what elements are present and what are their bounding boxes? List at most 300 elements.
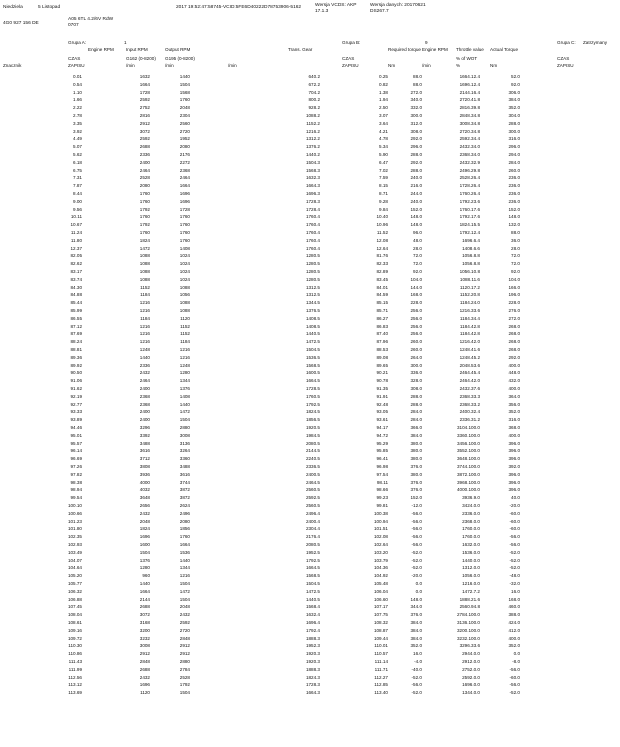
- cell-output-rpm: 2912: [179, 651, 190, 657]
- cell-actual-torque: 396.0: [508, 487, 520, 493]
- cell-time-b: 110.57: [374, 651, 388, 657]
- cell-output-rpm: 3616: [179, 471, 190, 477]
- table-row: [0, 292, 620, 299]
- cell-trans-value: 1504.5: [305, 581, 320, 586]
- cell-actual-torque: 268.0: [508, 331, 520, 337]
- table-row: [0, 269, 620, 276]
- cell-trans-value: 2400.5: [305, 471, 320, 477]
- cell-time-a: 85.99: [70, 308, 82, 313]
- cell-input-rpm: 2400: [139, 386, 150, 391]
- table-row: [0, 456, 620, 463]
- cell-required-torque: 228.0: [410, 300, 422, 306]
- table-row: [0, 324, 620, 331]
- cell-trans-value: 1312.5: [305, 292, 320, 298]
- cell-time-b: 1.94: [379, 97, 388, 103]
- cell-output-rpm: 2880: [179, 659, 190, 664]
- cell-time-b: 92.48: [376, 401, 388, 407]
- cell-engine-rpm-throttle: 2592.34.4: [459, 136, 480, 142]
- cell-trans-value: 1568.5: [305, 573, 320, 579]
- cell-trans-value: 1568.4: [305, 604, 320, 610]
- ecu-code: 0707: [68, 23, 79, 28]
- cell-actual-torque: 166.0: [508, 284, 520, 290]
- cell-input-rpm: 2912: [139, 651, 150, 657]
- cell-required-torque: 366.0: [410, 425, 422, 430]
- col-input-rpm: Input RPM: [126, 47, 148, 52]
- cell-actual-torque: 236.0: [508, 183, 520, 189]
- cell-required-torque: 380.0: [410, 448, 422, 454]
- cell-required-torque: 344.0: [410, 604, 422, 610]
- cell-input-rpm: 3616: [139, 448, 150, 454]
- cell-input-rpm: 1664: [139, 588, 150, 594]
- cell-engine-rpm-throttle: 1792.23.6: [459, 198, 480, 204]
- cell-required-torque: 244.0: [410, 191, 422, 196]
- cell-input-rpm: 3712: [139, 456, 150, 462]
- table-row: [0, 308, 620, 315]
- unit-input-rpm: /min: [126, 63, 135, 68]
- cell-time-a: 90.50: [70, 370, 82, 376]
- cell-engine-rpm-throttle: 1792.12.4: [459, 230, 480, 235]
- cell-time-b: 85.15: [376, 300, 388, 306]
- cell-input-rpm: 2464: [139, 167, 150, 173]
- cell-output-rpm: 1696: [179, 191, 190, 196]
- cell-output-rpm: 2720: [179, 627, 190, 633]
- cell-actual-torque: 28.0: [511, 245, 520, 251]
- cell-engine-rpm-throttle: 1792.17.6: [459, 214, 480, 220]
- cell-output-rpm: 1344: [179, 565, 190, 571]
- table-row: [0, 129, 620, 136]
- cell-actual-torque: 432.0: [508, 378, 520, 384]
- cell-actual-torque: 396.0: [508, 456, 520, 462]
- table-row: [0, 90, 620, 97]
- table-row: [0, 152, 620, 159]
- cell-trans-value: 672.2: [308, 81, 320, 87]
- col-actual-torque: Actual Torque: [490, 47, 519, 52]
- cell-time-a: 91.06: [70, 378, 82, 384]
- cell-time-a: 93.89: [70, 417, 82, 423]
- cell-input-rpm: 1280: [139, 565, 150, 571]
- table-row: [0, 238, 620, 245]
- cell-required-torque: 376.0: [410, 612, 422, 618]
- cell-time-b: 95.85: [376, 448, 388, 454]
- cell-required-torque: -56.0: [411, 682, 422, 688]
- cell-actual-torque: 368.0: [508, 425, 520, 430]
- cell-engine-rpm-throttle: 2720.34.8: [459, 128, 480, 134]
- cell-trans-value: 1440.5: [305, 596, 320, 602]
- cell-input-rpm: 2400: [139, 417, 150, 423]
- table-row: [0, 519, 620, 526]
- cell-time-b: 3.64: [379, 120, 388, 126]
- cell-engine-rpm-throttle: 1248.45.2: [459, 354, 480, 360]
- cell-time-b: 102.08: [373, 534, 388, 540]
- cell-required-torque: -52.0: [411, 557, 422, 563]
- cell-input-rpm: 3488: [139, 440, 150, 446]
- cell-actual-torque: 272.0: [508, 315, 520, 321]
- cell-output-rpm: 1760: [179, 237, 190, 243]
- cell-actual-torque: -52.0: [509, 557, 520, 563]
- cell-input-rpm: 2336: [139, 362, 150, 368]
- cell-actual-torque: 400.0: [508, 635, 520, 641]
- cell-trans-value: 1760.4: [305, 222, 320, 228]
- cell-required-torque: 260.0: [410, 339, 422, 345]
- cell-engine-rpm-throttle: 1056.10.8: [459, 269, 480, 274]
- cell-output-rpm: 3488: [179, 464, 190, 469]
- cell-required-torque: -4.0: [414, 659, 422, 664]
- cell-actual-torque: 72.0: [511, 253, 520, 259]
- cell-output-rpm: 2848: [179, 635, 190, 641]
- cell-time-b: 113.40: [374, 690, 388, 696]
- data-version-label: Wersja danych: 20170621: [370, 3, 426, 8]
- cell-time-a: 2.78: [73, 113, 82, 118]
- cell-required-torque: 384.0: [410, 432, 422, 438]
- cell-time-a: 95.57: [70, 440, 82, 446]
- cell-input-rpm: 1152: [140, 284, 150, 290]
- cell-engine-rpm-throttle: 1056.8.8: [462, 261, 480, 267]
- group-c-label: Grupa C:: [557, 40, 576, 45]
- cell-required-torque: 216.0: [410, 183, 422, 189]
- cell-time-b: 9.28: [379, 198, 388, 204]
- cell-required-torque: 16.0: [413, 651, 422, 657]
- cell-time-b: 103.79: [373, 557, 388, 563]
- cell-input-rpm: 1184: [140, 292, 150, 298]
- cell-required-torque: 308.0: [410, 128, 422, 134]
- cell-time-b: 87.40: [376, 331, 388, 337]
- cell-input-rpm: 1472: [139, 245, 150, 251]
- cell-time-a: 11.80: [70, 237, 82, 243]
- cell-engine-rpm-throttle: 2592.0.0: [462, 674, 480, 680]
- cell-time-a: 105.77: [67, 581, 82, 586]
- cell-output-rpm: 2464: [179, 175, 190, 181]
- cell-time-b: 106.04: [373, 588, 388, 594]
- cell-output-rpm: 1088: [179, 284, 190, 290]
- cell-engine-rpm-throttle: 3136.100.0: [457, 620, 480, 625]
- table-row: [0, 370, 620, 377]
- cell-trans-value: 1888.3: [305, 635, 320, 641]
- cell-required-torque: 144.0: [410, 284, 422, 290]
- cell-engine-rpm-throttle: 3104.100.0: [457, 425, 480, 430]
- table-row: [0, 207, 620, 214]
- cell-time-b: 99.81: [376, 503, 388, 508]
- cell-engine-rpm-throttle: 1408.6.6: [462, 245, 480, 251]
- cell-time-b: 10.40: [376, 214, 388, 220]
- cell-input-rpm: 1120: [140, 690, 150, 696]
- cell-engine-rpm-throttle: 2528.26.4: [459, 175, 480, 181]
- vcds-version: 17.1.3: [315, 9, 329, 14]
- cell-engine-rpm-throttle: 1184.34.4: [459, 315, 480, 321]
- cell-time-a: 104.64: [67, 565, 82, 571]
- table-row: [0, 300, 620, 307]
- cell-trans-value: 1728.5: [305, 386, 320, 391]
- table-row: [0, 690, 620, 697]
- cell-actual-torque: 364.0: [508, 393, 520, 399]
- cell-required-torque: 380.0: [410, 456, 422, 462]
- cell-input-rpm: 2368: [139, 393, 150, 399]
- table-row: [0, 136, 620, 143]
- cell-engine-rpm-throttle: 1760.0.0: [462, 526, 480, 532]
- cell-input-rpm: 1440: [139, 354, 150, 360]
- cell-time-a: 0.54: [73, 81, 82, 87]
- table-row: [0, 97, 620, 104]
- table-row: [0, 417, 620, 424]
- table-row: [0, 316, 620, 323]
- table-row: [0, 246, 620, 253]
- cell-time-a: 102.93: [67, 542, 82, 547]
- cell-input-rpm: 2336: [139, 152, 150, 157]
- g195-label: G195 (0-8200): [165, 56, 195, 61]
- cell-time-b: 106.60: [373, 596, 388, 602]
- cell-time-a: 9.56: [73, 206, 82, 212]
- cell-actual-torque: 296.0: [508, 144, 520, 150]
- cell-time-a: 6.18: [73, 159, 82, 165]
- cell-output-rpm: 1760: [179, 97, 190, 103]
- cell-required-torque: 88.0: [413, 81, 422, 87]
- cell-trans-value: 1216.2: [305, 128, 320, 134]
- czas-label-c: CZAS: [557, 56, 570, 61]
- cell-trans-value: 1568.5: [305, 362, 320, 368]
- cell-engine-rpm-throttle: 1152.20.8: [459, 292, 480, 298]
- cell-time-a: 87.12: [70, 323, 82, 329]
- cell-engine-rpm-throttle: 3296.33.6: [459, 643, 480, 649]
- cell-output-rpm: 2880: [179, 425, 190, 430]
- cell-trans-value: 1152.2: [306, 120, 320, 126]
- cell-input-rpm: 2528: [139, 175, 150, 181]
- cell-trans-value: 1824.3: [305, 674, 320, 680]
- cell-output-rpm: 3872: [179, 487, 190, 493]
- cell-time-a: 88.81: [70, 347, 82, 352]
- cell-time-b: 100.94: [373, 518, 388, 524]
- cell-input-rpm: 1664: [139, 81, 150, 87]
- cell-time-b: 93.61: [376, 417, 388, 423]
- cell-time-b: 102.64: [373, 542, 388, 547]
- cell-time-a: 105.20: [67, 573, 82, 579]
- czas-label-a: CZAS: [68, 56, 81, 61]
- cell-required-torque: 48.0: [413, 237, 422, 243]
- cell-engine-rpm-throttle: 2368.34.0: [459, 152, 480, 157]
- cell-engine-rpm-throttle: 1184.42.8: [459, 331, 480, 337]
- cell-engine-rpm-throttle: 1472.7.2: [462, 588, 480, 594]
- cell-trans-value: 1504.5: [305, 347, 320, 352]
- cell-time-b: 91.35: [376, 386, 388, 391]
- cell-actual-torque: 236.0: [508, 175, 520, 181]
- group-b-label: Grupa B:: [342, 40, 361, 45]
- cell-required-torque: 0.0: [415, 588, 422, 594]
- cell-output-rpm: 1504: [179, 417, 190, 423]
- cell-required-torque: 288.0: [410, 167, 422, 173]
- cell-required-torque: -56.0: [411, 542, 422, 547]
- cell-engine-rpm-throttle: 1216.42.0: [459, 339, 480, 345]
- table-row: [0, 682, 620, 689]
- table-row: [0, 331, 620, 338]
- cell-input-rpm: 1440: [139, 581, 150, 586]
- cell-output-rpm: 2720: [179, 128, 190, 134]
- cell-time-a: 2.22: [73, 105, 82, 111]
- cell-engine-rpm-throttle: 2400.32.4: [459, 409, 480, 415]
- cell-trans-value: 2080.5: [305, 440, 320, 446]
- cell-required-torque: 272.0: [410, 89, 422, 95]
- cell-trans-value: 1376.2: [305, 144, 320, 150]
- cell-required-torque: 72.0: [413, 261, 422, 267]
- cell-time-a: 92.77: [70, 401, 82, 407]
- cell-input-rpm: 1632: [139, 74, 150, 79]
- cell-output-rpm: 3136: [179, 440, 190, 446]
- cell-actual-torque: 0.0: [513, 651, 520, 657]
- cell-time-a: 110.86: [68, 651, 82, 657]
- table-row: [0, 550, 620, 557]
- cell-engine-rpm-throttle: 2432.34.0: [459, 144, 480, 150]
- cell-output-rpm: 2560: [179, 120, 190, 126]
- cell-time-b: 84.59: [376, 292, 388, 298]
- cell-actual-torque: -56.0: [509, 534, 520, 540]
- unit-req-torque: Nm: [388, 63, 396, 68]
- cell-required-torque: -12.0: [411, 503, 422, 508]
- group-a-label: Grupa A:: [68, 40, 87, 45]
- cell-actual-torque: 294.0: [508, 152, 520, 157]
- cell-time-b: 88.53: [376, 347, 388, 352]
- cell-trans-value: 1376.5: [305, 308, 320, 313]
- cell-actual-torque: 388.0: [508, 612, 520, 618]
- cell-time-b: 107.75: [373, 612, 388, 618]
- table-row: [0, 464, 620, 471]
- cell-actual-torque: 352.0: [508, 643, 520, 649]
- cell-input-rpm: 1216: [139, 300, 150, 306]
- table-row: [0, 160, 620, 167]
- cell-required-torque: 256.0: [410, 331, 422, 337]
- cell-actual-torque: -20.0: [509, 503, 520, 508]
- cell-engine-rpm-throttle: 3936.9.0: [462, 495, 480, 501]
- cell-actual-torque: 104.0: [508, 276, 520, 282]
- cell-required-torque: 380.0: [410, 471, 422, 477]
- cell-input-rpm: 1216: [139, 323, 150, 329]
- table-row: [0, 253, 620, 260]
- table-row: [0, 597, 620, 604]
- cell-required-torque: 168.0: [410, 292, 422, 298]
- cell-actual-torque: -52.0: [509, 549, 520, 555]
- cell-actual-torque: 316.0: [508, 136, 520, 142]
- cell-output-rpm: 2304: [179, 113, 190, 118]
- cell-actual-torque: 460.0: [508, 604, 520, 610]
- cell-engine-rpm-throttle: 1824.15.5: [459, 222, 480, 228]
- cell-engine-rpm-throttle: 2336.31.2: [459, 417, 480, 423]
- cell-input-rpm: 2656: [139, 503, 150, 508]
- cell-required-torque: 28.0: [413, 245, 422, 251]
- cell-time-b: 94.17: [376, 425, 388, 430]
- cell-engine-rpm-throttle: 1248.41.6: [459, 347, 480, 352]
- cell-engine-rpm-throttle: 4000.100.0: [457, 487, 480, 493]
- cell-time-b: 86.83: [376, 323, 388, 329]
- cell-engine-rpm-throttle: 1760.0.0: [462, 534, 480, 540]
- cell-actual-torque: 72.0: [511, 261, 520, 267]
- cell-time-a: 1.10: [73, 89, 82, 95]
- cell-input-rpm: 1088: [139, 269, 150, 274]
- cell-trans-value: 1344.5: [305, 300, 320, 306]
- cell-output-rpm: 2048: [179, 604, 190, 610]
- cell-required-torque: 300.0: [410, 113, 422, 118]
- cell-trans-value: 1984.5: [305, 432, 320, 438]
- cell-trans-value: 1504.3: [305, 159, 320, 165]
- cell-output-rpm: 1216: [179, 573, 190, 579]
- table-row: [0, 285, 620, 292]
- cell-engine-rpm-throttle: 1888.21.6: [459, 596, 480, 602]
- cell-input-rpm: 4032: [139, 487, 150, 493]
- table-row: [0, 667, 620, 674]
- cell-engine-rpm-throttle: 1760.26.4: [459, 191, 480, 196]
- cell-required-torque: 256.0: [410, 308, 422, 313]
- cell-output-rpm: 1056: [179, 292, 190, 298]
- cell-output-rpm: 2784: [179, 666, 190, 672]
- cell-output-rpm: 2624: [179, 503, 190, 508]
- cell-actual-torque: 306.0: [508, 89, 520, 95]
- cell-required-torque: 332.0: [410, 105, 422, 111]
- cell-trans-value: 1856.5: [305, 417, 320, 423]
- cell-required-torque: 384.0: [410, 627, 422, 633]
- col-required-torque: Required torque: [388, 47, 421, 52]
- cell-input-rpm: 1792: [139, 206, 150, 212]
- cell-trans-value: 1600.5: [305, 370, 320, 376]
- cell-required-torque: 292.0: [410, 136, 422, 142]
- cell-output-rpm: 1440: [179, 557, 190, 563]
- col-output-rpm: Output RPM: [165, 47, 191, 52]
- cell-required-torque: 376.0: [410, 487, 422, 493]
- table-row: [0, 378, 620, 385]
- cell-trans-value: 1792.5: [305, 557, 320, 563]
- cell-output-rpm: 1856: [179, 526, 190, 532]
- group-a-number: 1: [124, 40, 127, 45]
- cell-actual-torque: -56.0: [509, 682, 520, 688]
- cell-actual-torque: -52.0: [509, 565, 520, 571]
- cell-output-rpm: 1440: [179, 74, 190, 79]
- table-row: [0, 581, 620, 588]
- cell-required-torque: 352.0: [410, 643, 422, 649]
- table-row: [0, 526, 620, 533]
- cell-required-torque: -56.0: [411, 526, 422, 532]
- table-row: [0, 183, 620, 190]
- cell-required-torque: 296.0: [410, 144, 422, 150]
- cell-time-a: 108.61: [67, 620, 82, 625]
- cell-engine-rpm-throttle: 1696.0.0: [462, 682, 480, 688]
- cell-time-b: 82.33: [376, 261, 388, 267]
- cell-actual-torque: 236.0: [508, 198, 520, 204]
- table-row: [0, 675, 620, 682]
- data-version: DS267.7: [370, 9, 389, 14]
- cell-output-rpm: 1024: [179, 269, 190, 274]
- unit-trans: /min: [228, 63, 237, 68]
- cell-output-rpm: 1664: [179, 183, 190, 189]
- cell-engine-rpm-throttle: 2336.0.0: [462, 510, 480, 516]
- cell-time-b: 2.50: [379, 105, 388, 111]
- zapisu-label-c: ZAPISU: [557, 63, 574, 68]
- cell-engine-rpm-throttle: 2144.16.4: [459, 89, 480, 95]
- table-row: [0, 604, 620, 611]
- cell-time-b: 95.29: [376, 440, 388, 446]
- cell-engine-rpm-throttle: 1696.12.4: [459, 81, 480, 87]
- cell-trans-value: 800.2: [308, 97, 320, 103]
- cell-engine-rpm-throttle: 3360.100.0: [457, 432, 480, 438]
- cell-actual-torque: 52.0: [511, 74, 520, 79]
- cell-time-a: 85.44: [70, 300, 82, 306]
- cell-actual-torque: 168.0: [508, 596, 520, 602]
- cell-trans-value: 704.2: [308, 89, 320, 95]
- cell-trans-value: 1568.3: [305, 167, 320, 173]
- cell-time-b: 111.14: [374, 659, 388, 664]
- table-row: [0, 199, 620, 206]
- cell-required-torque: -52.0: [411, 690, 422, 696]
- cell-trans-value: 1632.4: [305, 612, 320, 618]
- cell-trans-value: 1728.3: [305, 198, 320, 204]
- cell-required-torque: 284.0: [410, 409, 422, 415]
- cell-trans-value: 1888.3: [305, 666, 320, 672]
- cell-required-torque: -56.0: [411, 510, 422, 516]
- cell-time-a: 106.32: [67, 588, 82, 594]
- cell-input-rpm: 2432: [139, 370, 150, 376]
